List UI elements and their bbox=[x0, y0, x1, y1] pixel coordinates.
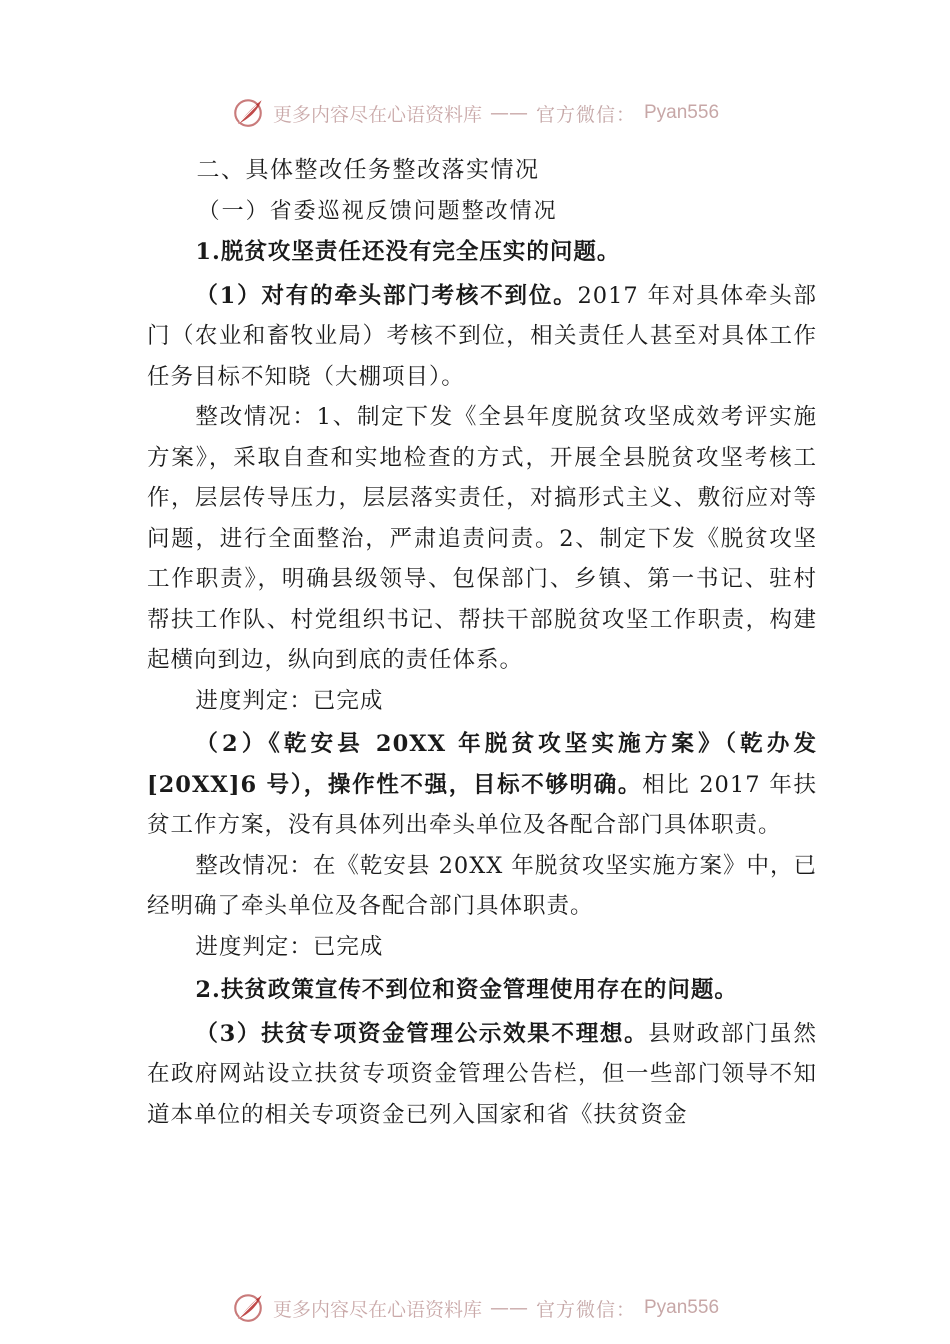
feather-pen-logo-icon bbox=[231, 1291, 265, 1325]
item-2-rectification: 整改情况：在《乾安县 20XX 年脱贫攻坚实施方案》中，已经明确了牵头单位及各配合部门具体职责。 bbox=[147, 852, 817, 919]
document-body bbox=[147, 150, 817, 1135]
item-2-progress: 进度判定：已完成 bbox=[195, 933, 384, 960]
item-2-paragraph bbox=[147, 724, 817, 846]
watermark-separator: —— bbox=[489, 102, 528, 124]
watermark-site-text: 更多内容尽在心语资料库 bbox=[272, 1298, 482, 1321]
watermark-contact-label: 官方微信： bbox=[535, 103, 636, 126]
feather-pen-logo-icon bbox=[231, 96, 265, 130]
watermark-contact-label: 官方微信： bbox=[535, 1298, 636, 1321]
section-1-title: 1.脱贫攻坚责任还没有完全压实的问题。 bbox=[195, 239, 621, 265]
section-2-title: 2.扶贫政策宣传不到位和资金管理使用存在的问题。 bbox=[195, 977, 738, 1003]
heading-main: 二、具体整改任务整改落实情况 bbox=[196, 157, 540, 183]
item-1-progress: 进度判定：已完成 bbox=[195, 687, 384, 714]
item-2-body: 相比 2017 年扶贫工作方案，没有具体列出牵头单位及各配合部门具体职责。 bbox=[147, 771, 817, 838]
heading-sub: （一）省委巡视反馈问题整改情况 bbox=[197, 198, 558, 224]
item-2-title: （2）《乾安县 20XX 年脱贫攻坚实施方案》（乾办发[20XX]6 号），操作性不强，目标不够明确。 bbox=[147, 731, 817, 798]
watermark-header bbox=[0, 96, 950, 130]
item-1-rectification: 整改情况：1、制定下发《全县年度脱贫攻坚成效考评实施方案》，采取自查和实地检查的方式，开展全县脱贫攻坚考核工作，层层传导压力，层层落实责任，对搞形式主义、敷衍应对等问题，进行全面整治，严肃追责问责。2、制定下发《脱贫攻坚工作职责》，明确县级领导、包保部门、乡镇、第一书记、驻村帮扶工作队、村党组织书记、帮扶干部脱贫攻坚工作职责，构建起横向到边，纵向到底的责任体系。 bbox=[147, 404, 817, 673]
watermark-contact-id: Pyan556 bbox=[644, 1297, 720, 1318]
item-1-paragraph bbox=[147, 276, 817, 398]
item-1-title: （1）对有的牵头部门考核不到位。 bbox=[195, 282, 578, 309]
item-3-body: 县财政部门虽然在政府网站设立扶贫专项资金管理公告栏，但一些部门领导不知道本单位的相关专项资金已列入国家和省《扶贫资金 bbox=[147, 1020, 817, 1128]
watermark-contact-id: Pyan556 bbox=[644, 102, 720, 123]
item-3-paragraph bbox=[147, 1014, 817, 1136]
watermark-separator: —— bbox=[489, 1297, 528, 1319]
watermark-footer bbox=[0, 1291, 950, 1325]
item-3-title: （3）扶贫专项资金管理公示效果不理想。 bbox=[195, 1020, 649, 1047]
watermark-site-text: 更多内容尽在心语资料库 bbox=[272, 103, 482, 126]
item-1-body: 2017 年对具体牵头部门（农业和畜牧业局）考核不到位，相关责任人甚至对具体工作任务目标不知晓（大棚项目）。 bbox=[147, 282, 817, 390]
